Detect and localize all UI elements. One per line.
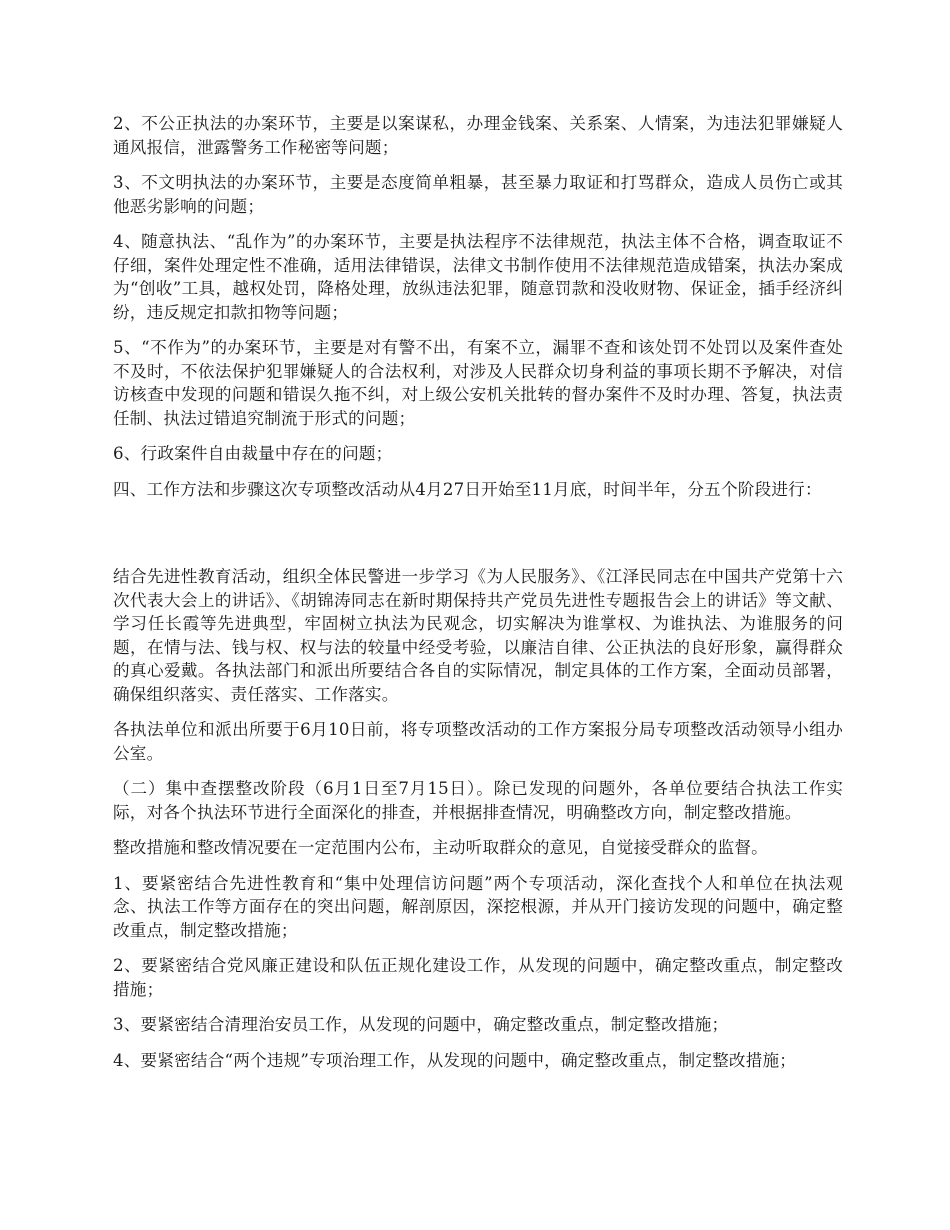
- paragraph-measure-3: 3、要紧密结合清理治安员工作，从发现的问题中，确定整改重点，制定整改措施；: [113, 1015, 729, 1034]
- blank-spacer: [113, 513, 843, 565]
- paragraph-deadline: 各执法单位和派出所要于6月10日前，将专项整改活动的工作方案报分局专项整改活动领导小组办公室。: [113, 720, 843, 763]
- paragraph-item-3: 3、不文明执法的办案环节，主要是态度简单粗暴，甚至暴力取证和打骂群众，造成人员伤亡或其他恶劣影响的问题；: [113, 173, 843, 216]
- paragraph-measure-2: 2、要紧密结合党风廉正建设和队伍正规化建设工作，从发现的问题中，确定整改重点，制定整改措施；: [113, 956, 843, 999]
- paragraph-item-4: 4、随意执法、“乱作为”的办案环节，主要是执法程序不法律规范，执法主体不合格，调查取证不仔细，案件处理定性不准确，适用法律错误，法律文书制作使用不法律规范造成错案，执法办案成为“创收”工具，越权处罚，降格处理，放纵违法犯罪，随意罚款和没收财物、保证金，插手经济纠纷，违反规定扣款扣物等问题；: [113, 232, 843, 322]
- paragraph-item-2: 2、不公正执法的办案环节，主要是以案谋私，办理金钱案、关系案、人情案，为违法犯罪嫌疑人通风报信，泄露警务工作秘密等问题；: [113, 114, 843, 157]
- section-heading-stage-two: （二）集中查摆整改阶段（6月1日至7月15日）。除已发现的问题外，各单位要结合执法工作实际，对各个执法环节进行全面深化的排查，并根据排查情况，明确整改方向，制定整改措施。: [113, 779, 843, 822]
- paragraph-publicize: 整改措施和整改情况要在一定范围内公布，主动听取群众的意见，自觉接受群众的监督。: [113, 838, 768, 857]
- section-heading-methods: 四、工作方法和步骤这次专项整改活动从4月27日开始至11月底，时间半年，分五个阶段进行：: [113, 479, 822, 499]
- document-body: [113, 112, 843, 1084]
- paragraph-study: 结合先进性教育活动，组织全体民警进一步学习《为人民服务》、《江泽民同志在中国共产党第十六次代表大会上的讲话》、《胡锦涛同志在新时期保持共产党员先进性专题报告会上的讲话》等文献、学习任长霞等先进典型，牢固树立执法为民观念，切实解决为谁掌权、为谁执法、为谁服务的问题，在情与法、钱与权、权与法的较量中经受考验，以廉洁自律、公正执法的良好形象，赢得群众的真心爱戴。各执法部门和派出所要结合各自的实际情况，制定具体的工作方案，全面动员部署，确保组织落实、责任落实、工作落实。: [113, 567, 843, 704]
- paragraph-item-6: 6、行政案件自由裁量中存在的问题；: [113, 444, 393, 463]
- paragraph-item-5: 5、“不作为”的办案环节，主要是对有警不出，有案不立，漏罪不查和该处罚不处罚以及案件查处不及时，不依法保护犯罪嫌疑人的合法权利，对涉及人民群众切身利益的事项长期不予解决，对信访核查中发现的问题和错误久拖不纠，对上级公安机关批转的督办案件不及时办理、答复，执法责任制、执法过错追究制流于形式的问题；: [113, 338, 843, 428]
- paragraph-measure-1: 1、要紧密结合先进性教育和“集中处理信访问题”两个专项活动，深化查找个人和单位在执法观念、执法工作等方面存在的突出问题，解剖原因，深挖根源，并从开门接访发现的问题中，确定整改重点，制定整改措施；: [113, 873, 843, 940]
- paragraph-measure-4: 4、要紧密结合“两个违规”专项治理工作，从发现的问题中，确定整改重点，制定整改措施；: [113, 1050, 797, 1070]
